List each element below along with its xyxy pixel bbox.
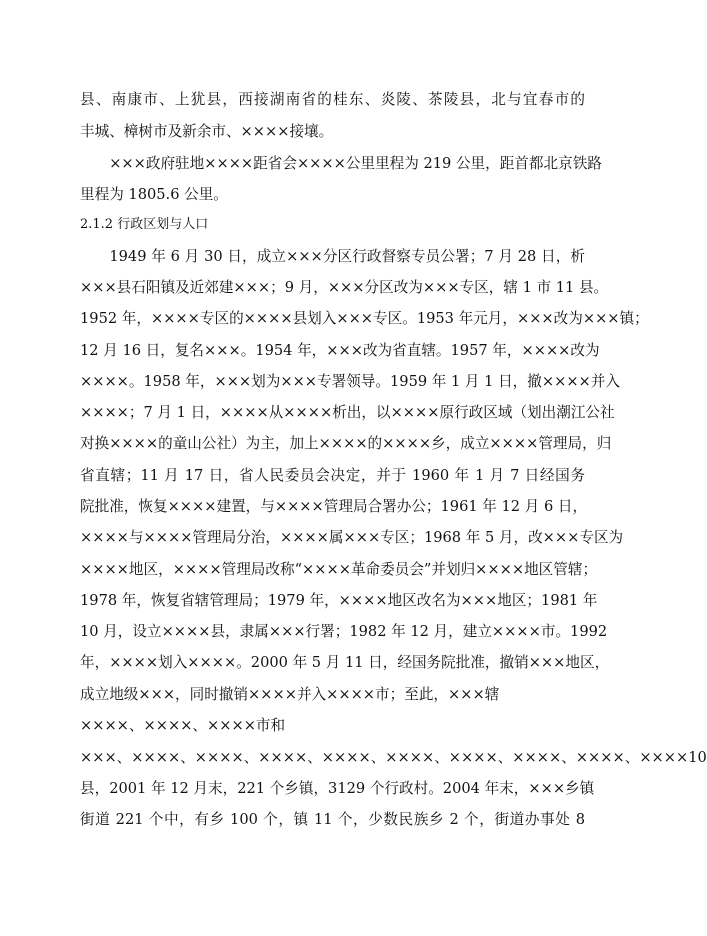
body-line: 里程为 1805.6 公里。 (80, 186, 228, 203)
body-line: 丰城、樟树市及新余市、××××接壤。 (80, 123, 334, 140)
body-line: 1949 年 6 月 30 日，成立×××分区行政督察专员公署；7 月 28 日，析 (80, 248, 585, 265)
body-line: ××××与××××管理局分治，××××属×××专区；1968 年 5 月，改×××专区为 (80, 529, 624, 546)
body-line: 1952 年，××××专区的××××县划入×××专区。1953 年元月，×××改为×××镇； (80, 310, 649, 327)
body-line: 年，××××划入××××。2000 年 5 月 11 日，经国务院批准，撤销×××地区， (80, 654, 610, 671)
body-line: ×××、××××、××××、××××、××××、××××、××××、××××、××××、××××10 (80, 749, 707, 766)
body-line: ××××地区，××××管理局改称“××××革命委员会”并划归××××地区管辖； (80, 561, 598, 578)
body-line: 省直辖；11 月 17 日，省人民委员会决定，并于 1960 年 1 月 7 日经国务 (80, 467, 585, 484)
body-line: ××××。1958 年，×××划为×××专署领导。1959 年 1 月 1 日，撤××××并入 (80, 373, 620, 390)
body-line: 12 月 16 日，复名×××。1954 年，×××改为省直辖。1957 年，××××改为 (80, 342, 600, 359)
section-heading: 2.1.2 行政区划与人口 (80, 217, 209, 232)
body-line: 县，2001 年 12 月末，221 个乡镇，3129 个行政村。2004 年末，×××乡镇 (80, 780, 595, 797)
body-line: ×××政府驻地××××距省会××××公里里程为 219 公里，距首都北京铁路 (80, 155, 602, 172)
body-line: 街道 221 个中，有乡 100 个，镇 11 个，少数民族乡 2 个，街道办事处 8 (80, 811, 585, 828)
body-line: ××××、××××、××××市和 (80, 717, 286, 734)
body-line: 县、南康市、上犹县，西接湖南省的桂东、炎陵、茶陵县，北与宜春市的 (80, 91, 585, 108)
body-line: 1978 年，恢复省辖管理局；1979 年，××××地区改名为×××地区；1981 年 (80, 592, 598, 609)
body-line: 10 月，设立××××县，隶属×××行署；1982 年 12 月，建立××××市。1992 (80, 623, 608, 640)
body-line: 对换××××的童山公社）为主，加上××××的××××乡，成立××××管理局，归 (80, 435, 612, 452)
body-line: ×××县石阳镇及近郊建×××；9 月，×××分区改为×××专区，辖 1 市 11 县。 (80, 279, 609, 296)
body-line: ××××；7 月 1 日，××××从××××析出，以××××原行政区域（划出潮江公社 (80, 404, 615, 421)
body-line: 院批准，恢复××××建置，与××××管理局合署办公；1961 年 12 月 6 日， (80, 498, 588, 515)
body-line: 成立地级×××，同时撤销××××并入××××市；至此，×××辖 (80, 686, 500, 703)
